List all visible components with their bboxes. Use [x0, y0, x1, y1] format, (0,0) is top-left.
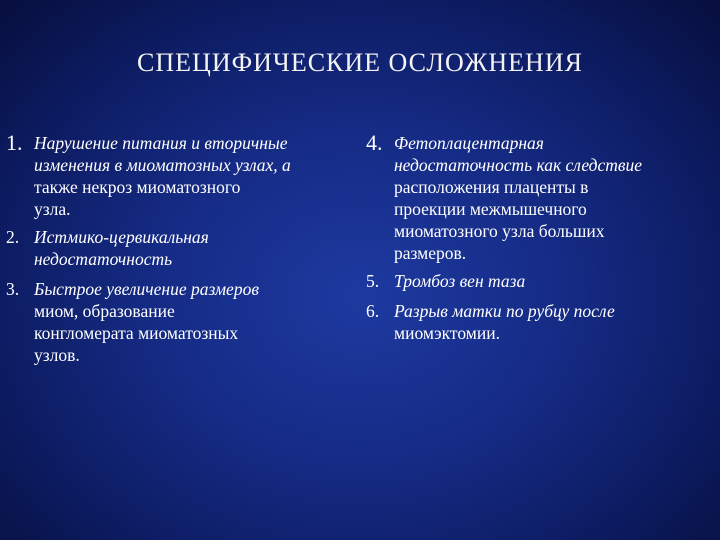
list-item-1 [6, 132, 362, 220]
item-number: 4. [366, 130, 383, 155]
item-text: Тромбоз вен таза [394, 271, 526, 291]
list-item-4 [366, 132, 716, 264]
item-number: 6. [366, 301, 380, 321]
item-text: конгломерата миоматозных [34, 323, 239, 343]
item-text: изменения в миоматозных узлах, а [34, 155, 291, 175]
list-item-6 [366, 300, 716, 344]
item-text: также некроз миоматозного [34, 177, 241, 197]
item-text: Фетоплацентарная [394, 133, 544, 153]
item-text: недостаточность как следствие [394, 155, 643, 175]
item-text: миоматозного узла больших [394, 221, 605, 241]
item-number: 3. [6, 279, 20, 299]
item-number: 5. [366, 271, 380, 291]
slide-title: СПЕЦИФИЧЕСКИЕ ОСЛОЖНЕНИЯ [137, 48, 583, 77]
item-text: Разрыв матки по рубцу после [394, 301, 615, 321]
item-text: Быстрое увеличение размеров [34, 279, 259, 299]
item-text: недостаточность [34, 249, 173, 269]
list-item-5 [366, 270, 716, 292]
list-item-2 [6, 226, 362, 270]
left-column [6, 132, 362, 366]
item-text: расположения плаценты в [394, 177, 589, 197]
item-text: миомэктомии. [394, 323, 500, 343]
item-text: узла. [34, 199, 71, 219]
item-text: размеров. [394, 243, 467, 263]
item-number: 2. [6, 227, 20, 247]
item-text: узлов. [34, 345, 80, 365]
item-text: Нарушение питания и вторичные [34, 133, 288, 153]
right-column [366, 132, 716, 344]
item-text: проекции межмышечного [394, 199, 587, 219]
item-text: Истмико-цервикальная [34, 227, 209, 247]
item-text: миом, образование [34, 301, 175, 321]
item-number: 1. [6, 130, 23, 155]
list-item-3 [6, 278, 362, 366]
